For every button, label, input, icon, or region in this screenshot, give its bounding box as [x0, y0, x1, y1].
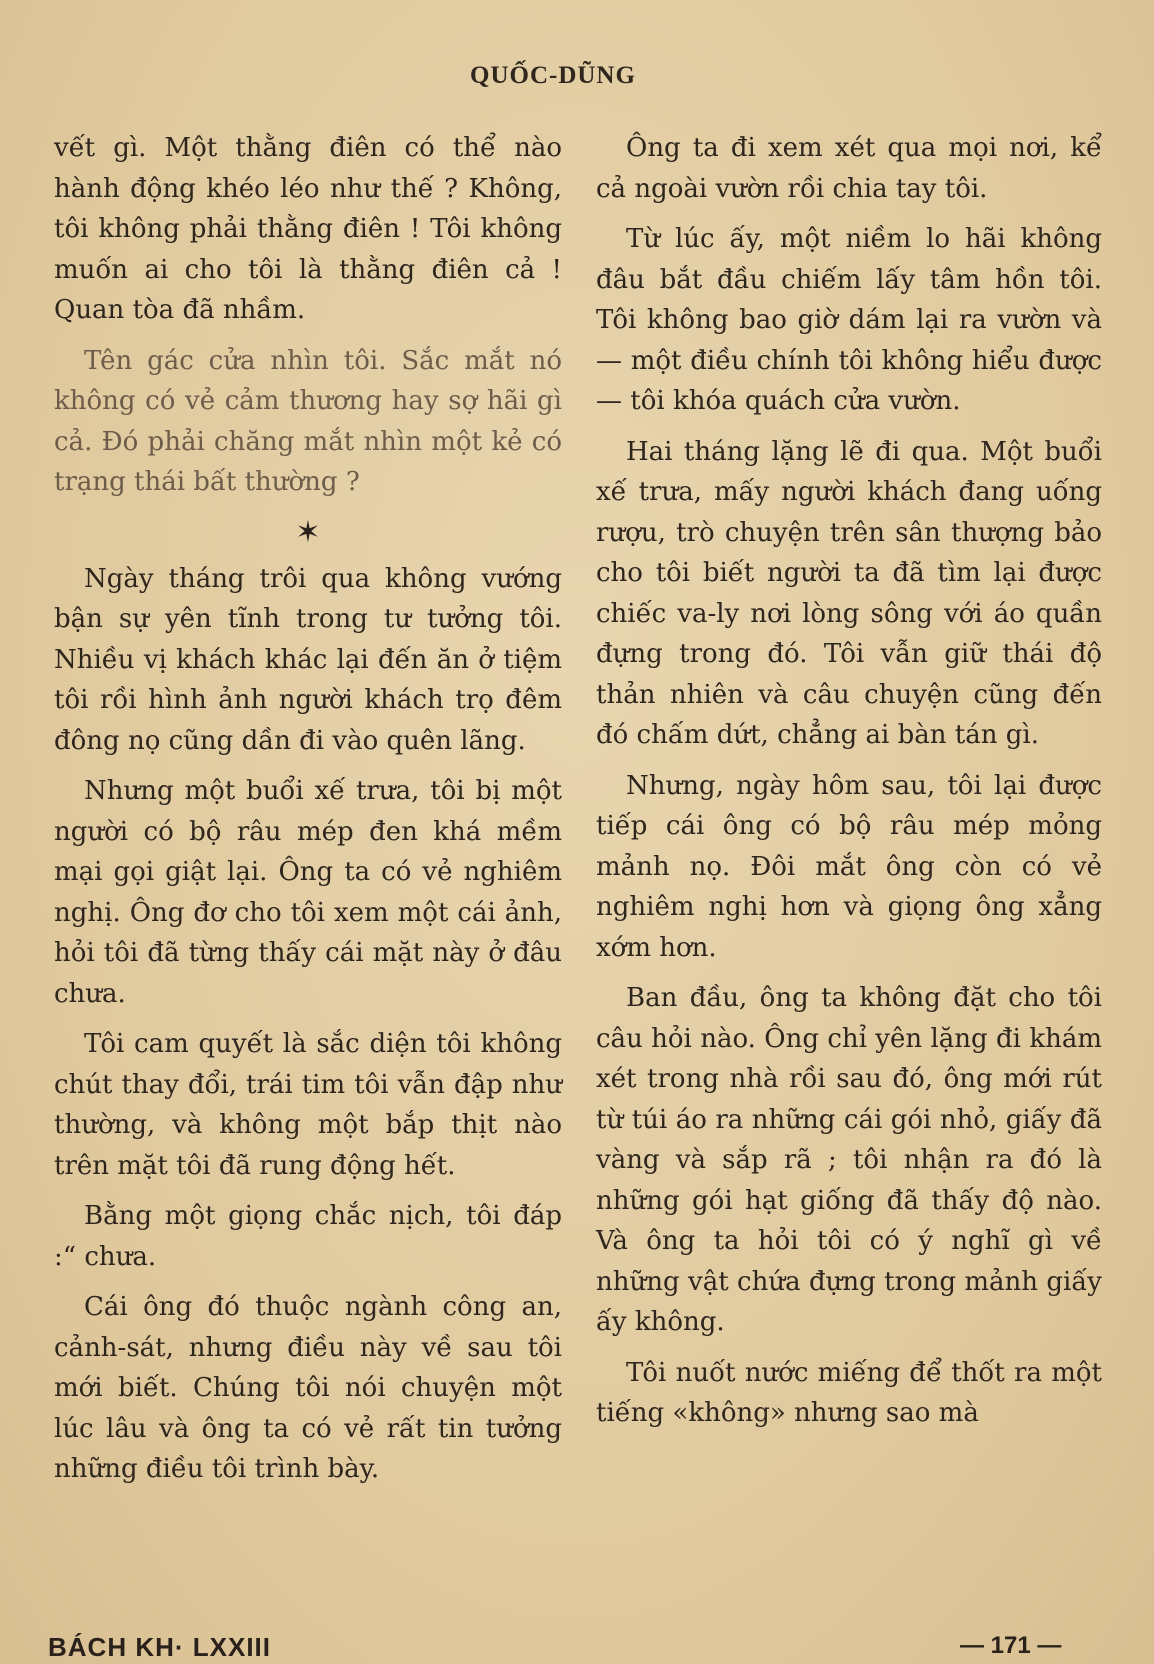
running-head: QUỐC-DŨNG [470, 62, 636, 89]
page-number: — 171 — [960, 1632, 1062, 1659]
paragraph: Ngày tháng trôi qua không vướng bận sự yên tĩnh trong tư tưởng tôi. Nhiều vị khách khác lại đến ăn ở tiệm tôi rồi hình ảnh người khách trọ đêm đông nọ cũng dần đi vào quên lãng. [54, 563, 562, 756]
footer-publication: BÁCH KH· LXXIII [48, 1632, 271, 1662]
paragraph: Hai tháng lặng lẽ đi qua. Một buổi xế trưa, mấy người khách đang uống rượu, trò chuyện trên sân thượng bảo cho tôi biết người ta đã tìm lại được chiếc va-ly nơi lòng sông với áo quần đựng trong đó. Tôi vẫn giữ thái độ thản nhiên và câu chuyện cũng đến đó chấm dứt, chẳng ai bàn tán gì. [596, 436, 1102, 750]
paragraph: Tôi cam quyết là sắc diện tôi không chút thay đổi, trái tim tôi vẫn đập như thường, và không một bắp thịt nào trên mặt tôi đã rung động hết. [54, 1029, 562, 1181]
paragraph: Nhưng một buổi xế trưa, tôi bị một người có bộ râu mép đen khá mềm mại gọi giật lại. Ông ta có vẻ nghiêm nghị. Ông đơ cho tôi xem một cái ảnh, hỏi tôi đã từng thấy cái mặt này ở đâu chưa. [54, 776, 562, 1009]
paragraph: Bằng một giọng chắc nịch, tôi đáp :“ chưa. [54, 1201, 562, 1272]
paragraph: Tên gác cửa nhìn tôi. Sắc mắt nó không có vẻ cảm thương hay sợ hãi gì cả. Đó phải chăng mắt nhìn một kẻ có trạng thái bất thường ? [54, 345, 562, 497]
paragraph: vết gì. Một thằng điên có thể nào hành động khéo léo như thế ? Không, tôi không phải thằng điên ! Tôi không muốn ai cho tôi là thằng điên cả ! Quan tòa đã nhầm. [54, 133, 562, 325]
paragraph: Tôi nuốt nước miếng để thốt ra một tiếng «không» nhưng sao mà [596, 1357, 1102, 1428]
left-column [54, 128, 562, 1500]
right-column [596, 128, 1102, 1444]
paragraph: Ông ta đi xem xét qua mọi nơi, kể cả ngoài vườn rồi chia tay tôi. [596, 133, 1102, 204]
section-separator-star: ✶ [295, 514, 321, 550]
paragraph: Ban đầu, ông ta không đặt cho tôi câu hỏi nào. Ông chỉ yên lặng đi khám xét trong nhà rồi sau đó, ông mới rút từ túi áo ra những cái gói nhỏ, giấy đã vàng và sắp rã ; tôi nhận ra đó là những gói hạt giống đã thấy độ nào. Và ông ta hỏi tôi có ý nghĩ gì về những vật chứa đựng trong mảnh giấy ấy không. [596, 983, 1102, 1337]
paragraph: Nhưng, ngày hôm sau, tôi lại được tiếp cái ông có bộ râu mép mỏng mảnh nọ. Đôi mắt ông còn có vẻ nghiêm nghị hơn và giọng ông xẳng xớm hơn. [596, 770, 1102, 963]
paragraph: Từ lúc ấy, một niềm lo hãi không đâu bắt đầu chiếm lấy tâm hồn tôi. Tôi không bao giờ dám lại ra vườn và — một điều chính tôi không hiểu được — tôi khóa quách cửa vườn. [596, 224, 1102, 416]
paragraph: Cái ông đó thuộc ngành công an, cảnh-sát, nhưng điều này về sau tôi mới biết. Chúng tôi nói chuyện một lúc lâu và ông ta có vẻ rất tin tưởng những điều tôi trình bày. [54, 1292, 562, 1484]
